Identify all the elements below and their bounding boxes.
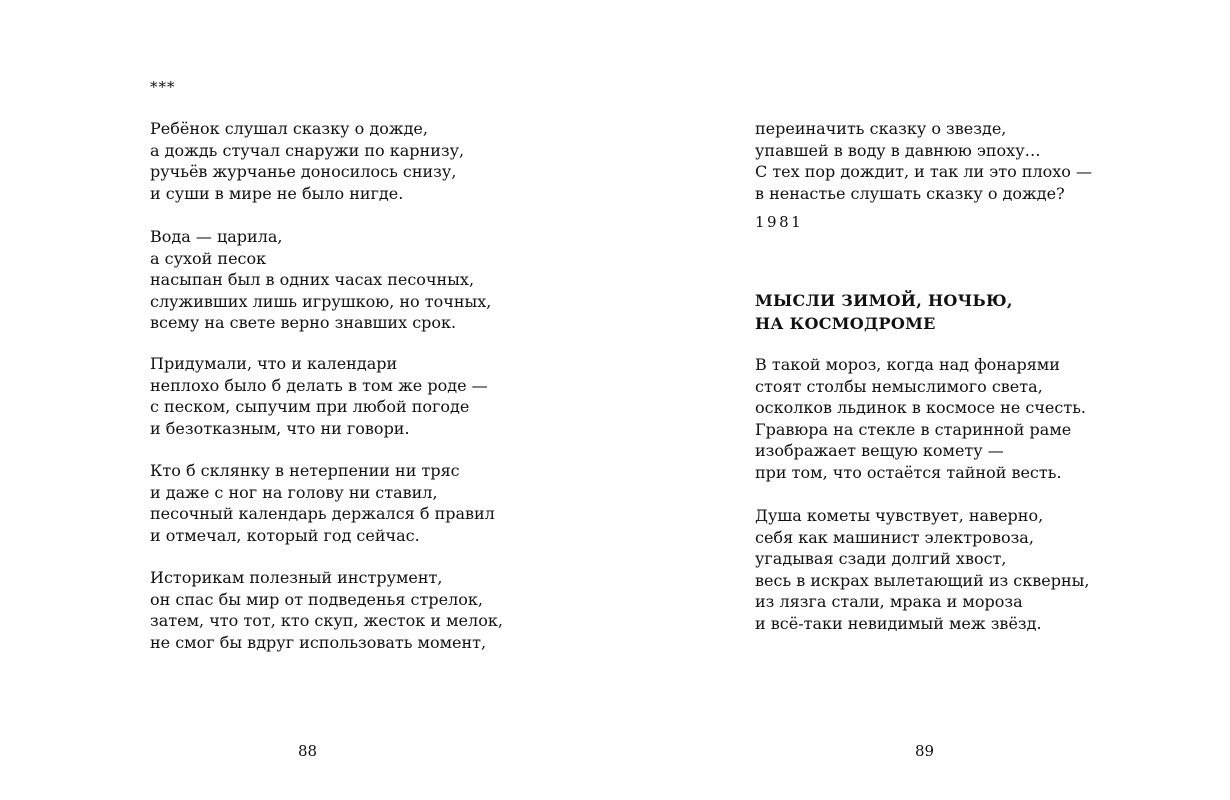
poem-line: весь в искрах вылетающий из скверны, xyxy=(755,570,1090,590)
poem-year: 1981 xyxy=(755,213,804,231)
poem-stanza-2 xyxy=(755,505,1089,634)
poem-line: и суши в мире не было нигде. xyxy=(150,183,404,203)
poem-stanza-2 xyxy=(150,226,491,334)
poem-line: насыпан был в одних часах песочных, xyxy=(150,270,475,289)
poem-line: не смог бы вдруг использовать момент, xyxy=(150,632,487,652)
poem-line: угадывая сзади долгий хвост, xyxy=(755,549,1007,568)
poem-line: в ненастье слушать сказку о дожде? xyxy=(755,183,1065,203)
poem-line: ручьёв журчанье доносилось снизу, xyxy=(150,162,457,181)
poem-title xyxy=(755,289,1013,335)
poem-line: с песком, сыпучим при любой погоде xyxy=(150,397,470,416)
poem-title-line: МЫСЛИ ЗИМОЙ, НОЧЬЮ, xyxy=(755,291,1013,310)
section-separator: *** xyxy=(150,78,176,96)
poem-line: Ребёнок слушал сказку о дожде, xyxy=(150,119,428,138)
poem-line: В такой мороз, когда над фонарями xyxy=(755,355,1060,374)
poem-line: Придумали, что и календари xyxy=(150,354,398,373)
poem-line: Душа кометы чувствует, наверно, xyxy=(755,506,1044,525)
page-number: 88 xyxy=(298,742,318,760)
poem-line: себя как машинист электровоза, xyxy=(755,527,1034,547)
poem-line: и всё-таки невидимый меж звёзд. xyxy=(755,613,1042,633)
poem-line: изображает вещую комету — xyxy=(755,441,1004,460)
poem-line: и отмечал, который год сейчас. xyxy=(150,525,420,545)
poem-line: стоят столбы немыслимого света, xyxy=(755,376,1043,396)
poem-stanza-1 xyxy=(150,118,464,204)
poem-line: он спас бы мир от подведенья стрелок, xyxy=(150,589,483,609)
poem-stanza-5 xyxy=(150,567,503,653)
poem-line: при том, что остаётся тайной весть. xyxy=(755,462,1062,482)
page-number: 89 xyxy=(915,742,935,760)
poem-stanza-3 xyxy=(150,353,488,439)
poem-continuation xyxy=(755,118,1092,204)
poem-line: неплохо было б делать в том же роде — xyxy=(150,375,488,395)
poem-line: и безотказным, что ни говори. xyxy=(150,418,410,438)
poem-line: Вода — царила, xyxy=(150,227,283,246)
poem-line: всему на свете верно знавших срок. xyxy=(150,313,457,332)
poem-stanza-4 xyxy=(150,460,495,546)
poem-line: а сухой песок xyxy=(150,248,267,268)
poem-line: Гравюра на стекле в старинной раме xyxy=(755,419,1072,439)
poem-line: Кто б склянку в нетерпении ни тряс xyxy=(150,461,460,480)
poem-line: из лязга стали, мрака и мороза xyxy=(755,592,1023,611)
poem-title-line: НА КОСМОДРОМЕ xyxy=(755,314,936,333)
poem-line: и даже с ног на голову ни ставил, xyxy=(150,482,438,502)
poem-line: переиначить сказку о звезде, xyxy=(755,119,1007,138)
poem-line: песочный календарь держался б правил xyxy=(150,504,495,523)
poem-line: Историкам полезный инструмент, xyxy=(150,568,443,587)
poem-line: упавшей в воду в давнюю эпоху… xyxy=(755,140,1041,160)
poem-line: осколков льдинок в космосе не счесть. xyxy=(755,398,1087,417)
poem-line: С тех пор дождит, и так ли это плохо — xyxy=(755,162,1092,181)
poem-line: а дождь стучал снаружи по карнизу, xyxy=(150,140,465,160)
poem-line: затем, что тот, кто скуп, жесток и мелок, xyxy=(150,611,503,630)
poem-line: служивших лишь игрушкою, но точных, xyxy=(150,291,492,311)
poem-stanza-1 xyxy=(755,354,1086,483)
right-page xyxy=(615,0,1230,800)
